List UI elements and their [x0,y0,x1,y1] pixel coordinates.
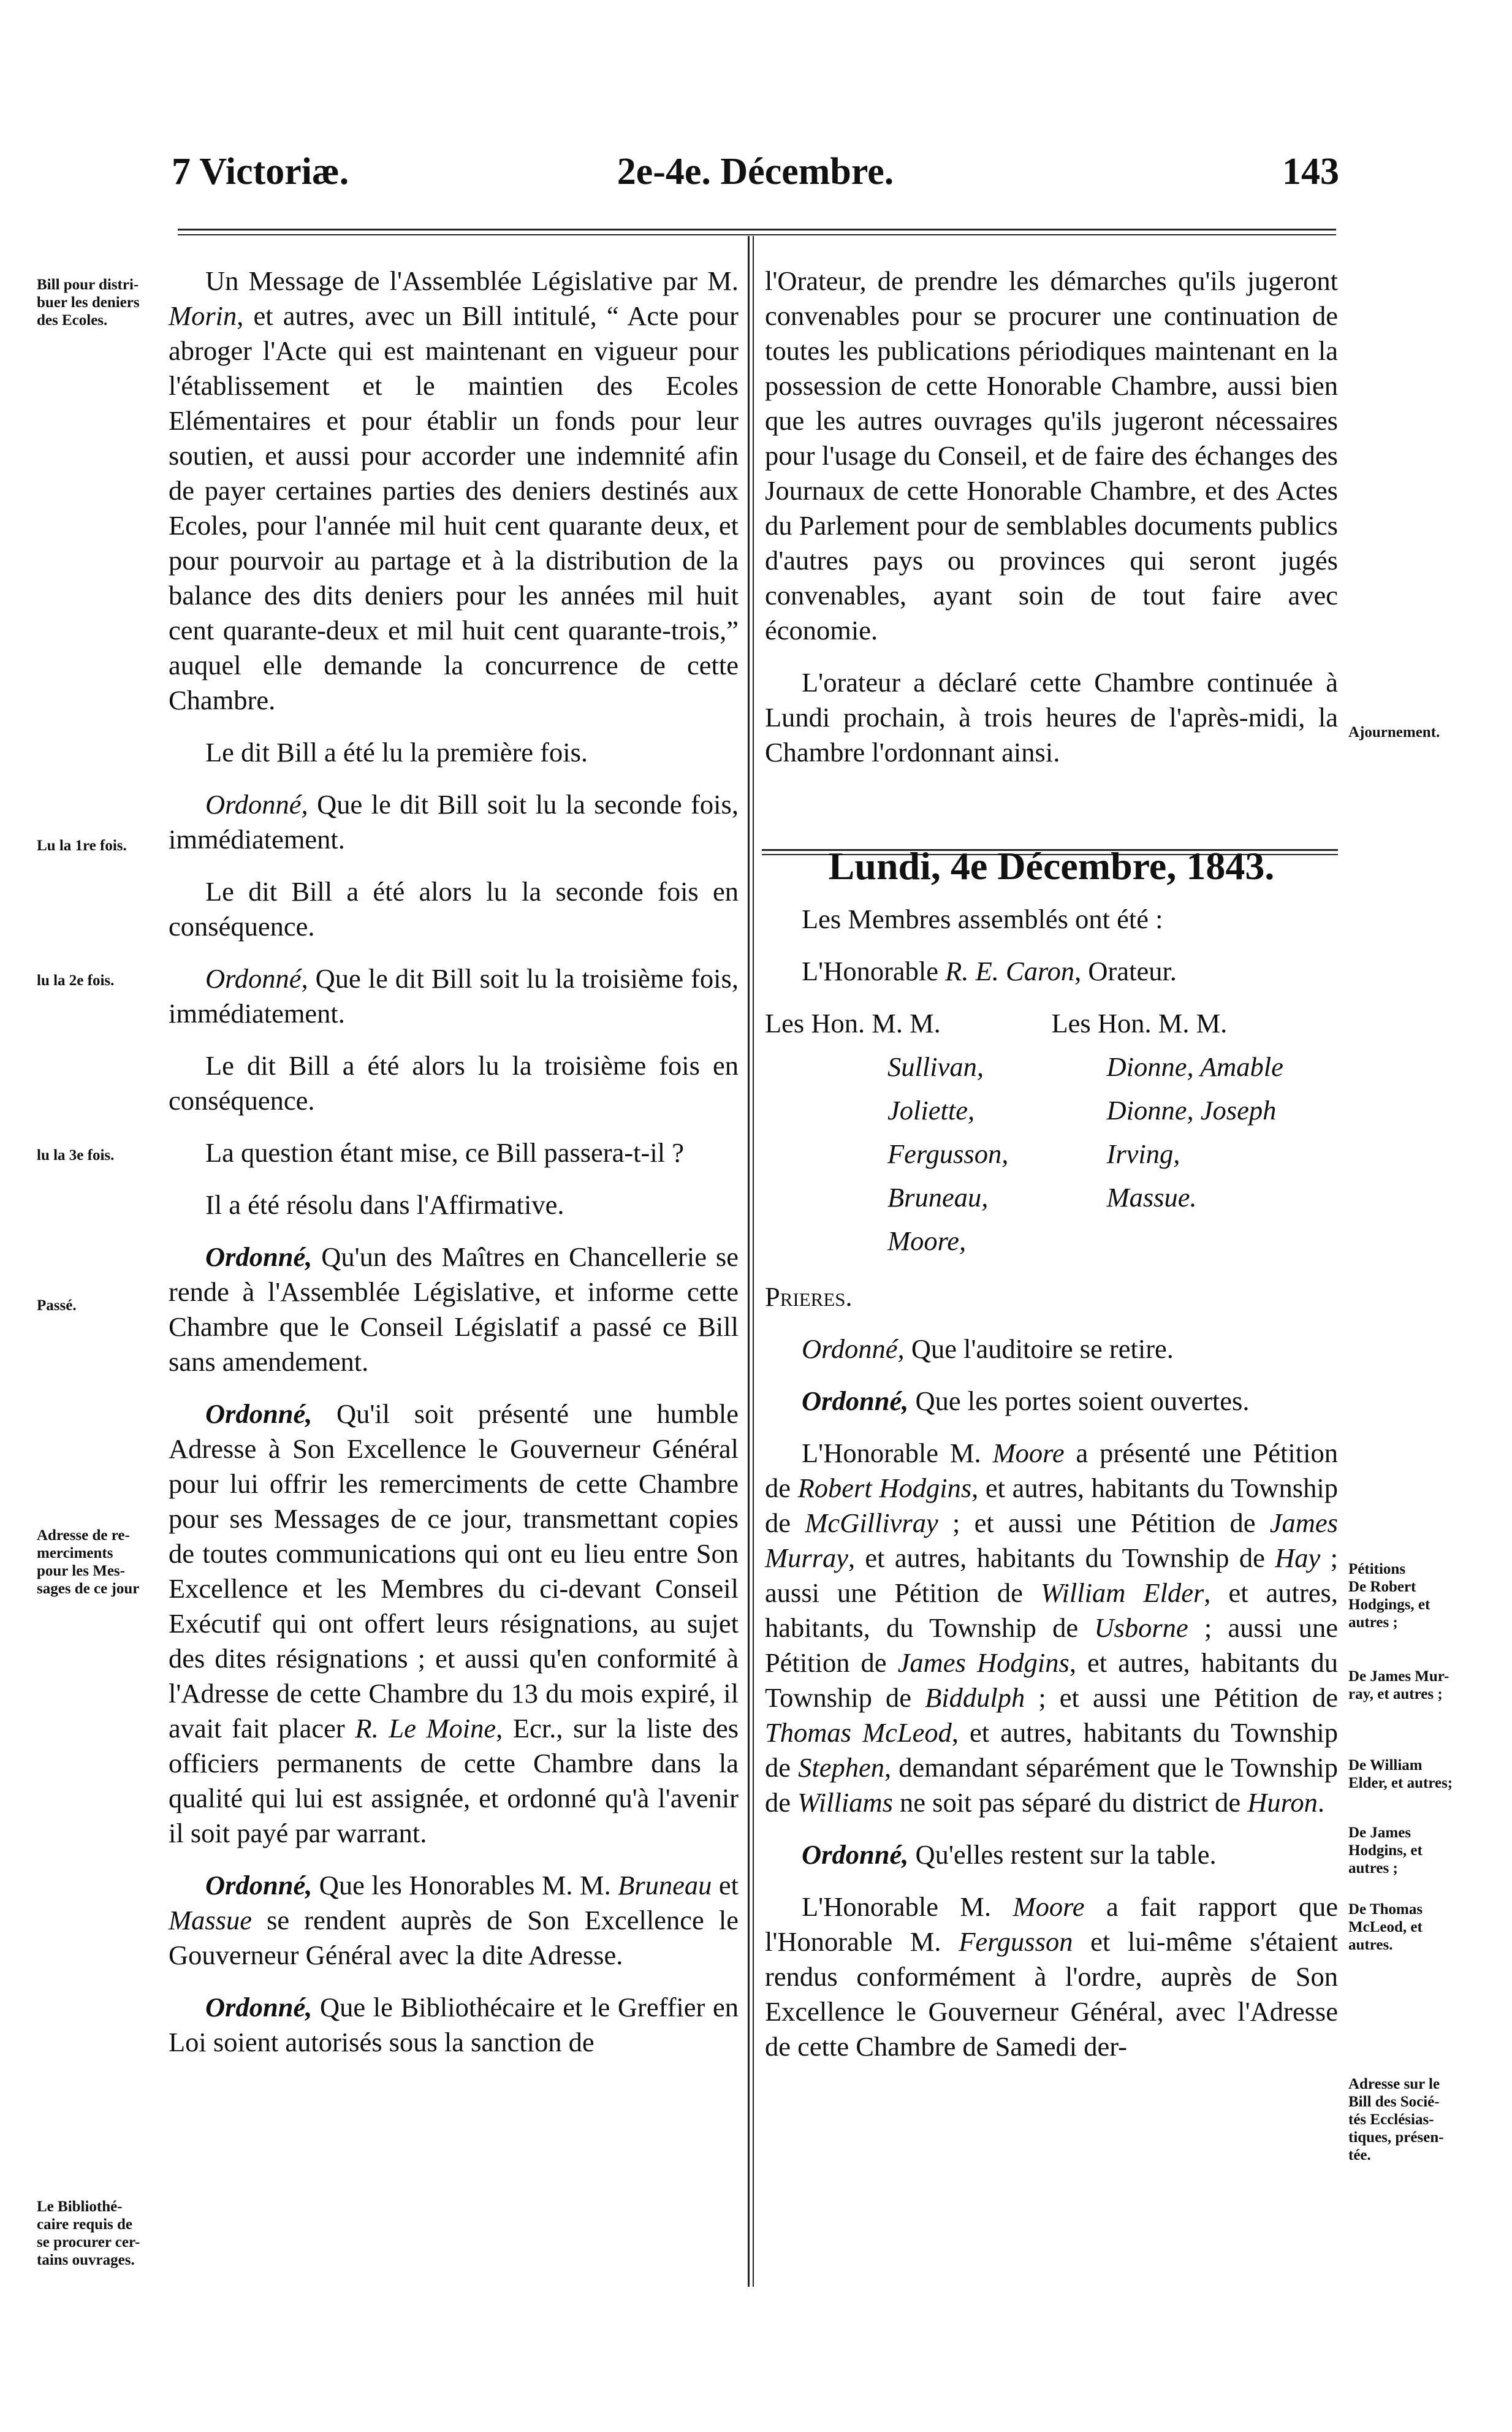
page-number: 143 [1282,151,1339,193]
paragraph-members-present: Les Membres assemblés ont été : [802,904,1163,934]
order-lie-on-table: Ordonné, Qu'elles restent sur la table. [802,1839,1217,1870]
person-name: Morin [169,300,237,331]
paragraph-librarian-continued: l'Orateur, de prendre les démarches qu'ils jugeront convenables pour se procurer une continuation de toutes les publications périodiques maintenant en la possession de cette Honorable Chambre, aussi bien que les autres ouvrages qu'ils jugeront nécessaires pour l'usage du Conseil, et de faire des échanges des Journaux de cette Honorable Chambre, et des Actes du Parlement pour de semblables documents publics d'autres pays ou provinces qui seront jugés convenables, ayant soin de tout faire avec économie. [765,265,1338,646]
paragraph-report: L'Honorable M. Moore a fait rapport que l'Honorable M. Fergusson et lui-même s'étaient rendus conformément à l'ordre, auprès de Son Excellence le Gouverneur Général, avec l'Adresse de cette Chambre de Samedi der- [765,1891,1338,2062]
member-name: Sullivan, [887,1051,984,1082]
member-name: Dionne, Joseph [1106,1095,1277,1126]
margin-note-second-reading: lu la 2e fois. [37,972,115,989]
order-third-reading: Ordonné, Que le dit Bill soit lu la troisième fois, immédiatement. [169,963,739,1029]
member-name: Irving, [1106,1138,1180,1169]
paragraph-resolved: Il a été résolu dans l'Affirmative. [205,1189,564,1220]
margin-note-murray: De James Mur- ray, et autres ; [1348,1668,1449,1702]
order-librarian: Ordonné, Que le Bibliothécaire et le Greffier en Loi soient autorisés sous la sanction de [169,1992,739,2057]
right-column [765,264,1338,2081]
order-address-thanks: Ordonné, Qu'il soit présenté une humble Adresse à Son Excellence le Gouverneur Général pour lui offrir les remerciments de cette Chambre pour ses Messages de ce jour, transmettant copies de toutes communications qui ont eu lieu entre Son Excellence et les Membres du ci-devant Conseil Exécutif qui ont offert leurs résignations, au sujet des dites résignations ; et aussi qu'en conformité à l'Adresse de cette Chambre du 13 du mois expiré, il avait fait placer R. Le Moine, Ecr., sur la liste des officiers permanents de cette Chambre dans la qualité qui lui est assignée, et ordonné qu'à l'avenir il soit payé par warrant. [169,1398,739,1848]
order-second-reading: Ordonné, Que le dit Bill soit lu la seconde fois, immédiatement. [169,789,739,855]
paragraph-third-reading: Le dit Bill a été alors lu la troisième fois en conséquence. [169,1050,739,1116]
member-name: Massue. [1106,1182,1197,1213]
column-rule-left [748,236,750,2287]
member-name: Moore, [887,1226,967,1256]
members-list [765,1006,1338,1267]
members-heading: Les Hon. M. M. [765,1008,941,1039]
margin-note-bill: Bill pour distri- buer les deniers des Ecoles. [37,276,140,329]
header-rule-top [178,229,1336,231]
margin-note-adjournment: Ajournement. [1348,724,1440,741]
member-name: Bruneau, [887,1182,989,1213]
margin-note-mcleod: De Thomas McLeod, et autres. [1348,1901,1423,1953]
margin-note-elder: De William Elder, et autres; [1348,1757,1453,1791]
paragraph-message: Un Message de l'Assemblée Législative par M. Morin, et autres, avec un Bill intitulé, “ Acte pour abroger l'Acte qui est maintenant en vigueur pour l'établissement et le maintien des Ecoles Elémentaires et pour établir un fonds pour leur soutien, et aussi pour accorder une indemnité afin de payer certaines parties des deniers destinés aux Ecoles, pour l'année mil huit cent quarante deux, et pour pourvoir au partage et à la distribution de la balance des dits deniers pour les années mil huit cent quarante-deux et mil huit cent quarante-trois,” auquel elle demande la concurrence de cette Chambre. [169,265,739,715]
member-name: Dionne, Amable [1106,1051,1283,1082]
members-heading: Les Hon. M. M. [1051,1008,1228,1039]
margin-note-librarian: Le Bibliothé- caire requis de se procurer cer- tains ouvrages. [37,2198,140,2268]
members-column-left [765,1006,1052,1267]
margin-note-third-reading: lu la 3e fois. [37,1147,115,1164]
header-rule-bottom [178,234,1336,235]
paragraph-question: La question étant mise, ce Bill passera-t-il ? [205,1137,684,1168]
header-regnal-year: 7 Victoriæ. [172,151,349,193]
order-master-in-chancery: Ordonné, Qu'un des Maîtres en Chancellerie se rende à l'Assemblée Législative, et informe cette Chambre que le Conseil Législatif a passé ce Bill sans amendement. [169,1241,739,1377]
margin-note-passed: Passé. [37,1297,77,1314]
order-doors-opened: Ordonné, Que les portes soient ouvertes. [802,1386,1250,1416]
paragraph-first-reading: Le dit Bill a été lu la première fois. [205,737,588,768]
left-column [169,264,739,2077]
paragraph-adjournment: L'orateur a déclaré cette Chambre continuée à Lundi prochain, à trois heures de l'après-midi, la Chambre l'ordonnant ainsi. [765,667,1338,768]
margin-note-address-bill: Adresse sur le Bill des Socié- tés Ecclésias- tiques, présen- tée. [1348,2076,1444,2163]
running-header [172,150,1339,199]
paragraph-second-reading: Le dit Bill a été alors lu la seconde fois en conséquence. [169,876,739,942]
order-audience-withdraw: Ordonné, Que l'auditoire se retire. [802,1333,1174,1364]
members-column-right [1052,1006,1339,1267]
order-deliver-address: Ordonné, Que les Honorables M. M. Bruneau et Massue se rendent auprès de Son Excellence le Gouverneur Général avec la dite Adresse. [169,1870,739,1970]
margin-note-james-hodgins: De James Hodgins, et autres ; [1348,1824,1423,1877]
column-rule-right [753,236,754,2287]
margin-note-first-reading: Lu la 1re fois. [37,837,127,854]
member-name: Fergusson, [887,1138,1009,1169]
margin-note-address: Adresse de re- merciments pour les Mes- sages de ce jour [37,1527,140,1597]
paragraph-petitions: L'Honorable M. Moore a présenté une Pétition de Robert Hodgins, et autres, habitants du Township de McGillivray ; et aussi une Pétition de James Murray, et autres, habitants du Township de Hay ; aussi une Pétition de William Elder, et autres, habitants, du Township de Usborne ; aussi une Pétition de James Hodgins, et autres, habitants du Township de Biddulph ; et aussi une Pétition de Thomas McLeod, et autres, habitants du Township de Stephen, demandant séparément que le Township de Williams ne soit pas séparé du district de Huron. [765,1438,1339,1818]
prayers-heading: Prieres. [765,1281,853,1312]
paragraph-speaker: L'Honorable R. E. Caron, Orateur. [802,956,1177,986]
margin-note-petitions: Pétitions De Robert Hodgings, et autres ; [1348,1561,1430,1631]
member-name: Joliette, [887,1095,975,1126]
section-title: Lundi, 4e Décembre, 1843. [828,844,1275,888]
header-date-range: 2e-4e. Décembre. [617,151,894,193]
